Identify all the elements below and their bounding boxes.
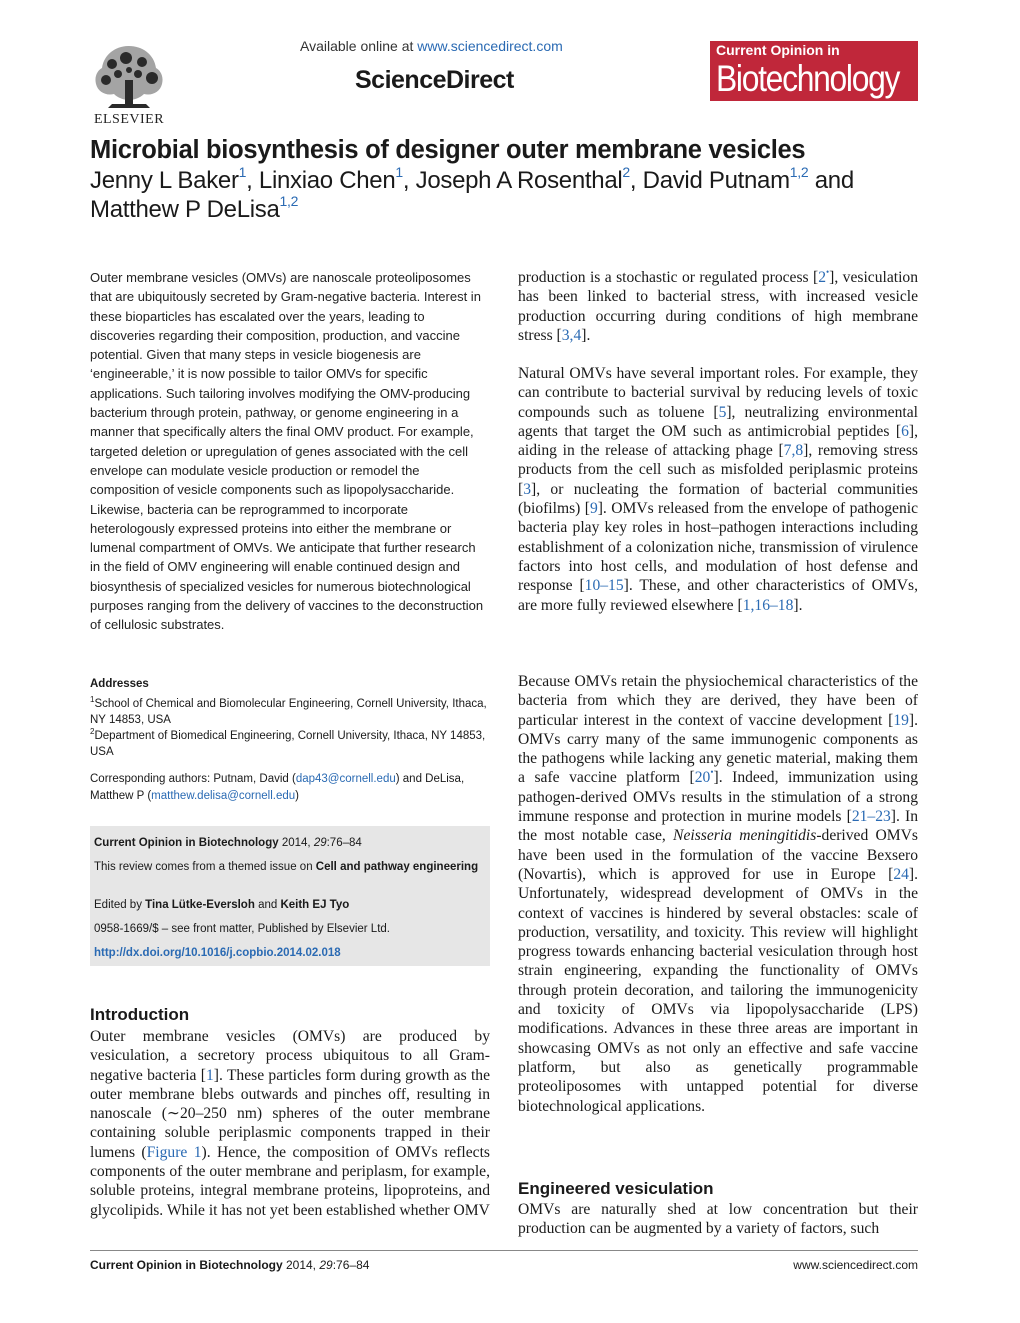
author-affiliation-marker: 1 — [395, 164, 403, 180]
footer-url[interactable]: www.sciencedirect.com — [793, 1258, 918, 1272]
info-edited-prefix: Edited by — [94, 899, 146, 911]
address-1-text: School of Chemical and Biomolecular Engineering, Cornell University, Ithaca, NY 14853, USA — [90, 697, 487, 726]
ref-20-number: 20 — [694, 769, 711, 787]
sciencedirect-url-link[interactable]: www.sciencedirect.com — [417, 38, 563, 54]
available-online — [300, 38, 563, 54]
author-name: Matthew P DeLisa — [90, 196, 280, 223]
ref-link-6[interactable]: 6 — [901, 422, 909, 440]
info-citation — [94, 835, 484, 851]
journal-banner-line1: Current Opinion in — [716, 42, 840, 58]
ref-link-3[interactable]: 3 — [523, 480, 531, 498]
info-issn: 0958-1669/$ – see front matter, Published by Elsevier Ltd. — [94, 923, 390, 935]
engineered-vesiculation-heading: Engineered vesiculation — [518, 1179, 714, 1198]
corresponding-authors — [90, 771, 490, 805]
ref-link-7-8[interactable]: 7,8 — [783, 442, 804, 460]
r1-text-a: production is a stochastic or regulated process [ — [518, 269, 819, 286]
ref-link-9[interactable]: 9 — [589, 500, 598, 518]
corr-middle: ) and DeLisa, Matthew P ( — [90, 773, 465, 802]
right-paragraph-1 — [518, 268, 918, 345]
footer-pages: :76–84 — [332, 1258, 370, 1272]
address-1 — [90, 692, 490, 728]
abstract: Outer membrane vesicles (OMVs) are nanoscale proteoliposomes that are ubiquitously secreted by Gram-negative bacteria. Interest in these bioparticles has escalated over the years, leading to discoveries regarding their composition, production, and vaccine potential. Given that many steps in vesicle biogenesis are ‘engineerable,’ it is now possible to tailor OMVs for specific applications. Such tailoring involves modifying the OMV-producing bacterium through protein, pathway, or genome engineering in a manner that specifically alters the final OMV product. For example, targeted deletion or upregulation of genes associated with the cell envelope can modulate vesicle production or remodel the composition of vesicle components such as lipopolysaccharide. Likewise, bacteria can be reprogrammed to incorporate heterologously expressed proteins into either the membrane or lumenal compartment of OMVs. We anticipate that further research in the field of OMV engineering will enable continued design and biosynthesis of specialized vesicles for numerous biotechnological purposes ranging from the delivery of vaccines to the deconstruction of cellulosic substrates. — [90, 270, 484, 633]
sciencedirect-logo: ScienceDirect — [355, 66, 514, 94]
info-theme-name: Cell and pathway engineering — [315, 861, 479, 873]
journal-banner — [710, 41, 918, 101]
species-name: Neisseria meningitidis — [673, 827, 817, 845]
info-volume: 29 — [313, 837, 327, 849]
ref-link-19[interactable]: 19 — [893, 711, 909, 729]
r2-text-h: ]. — [793, 596, 803, 614]
ref-link-3-4[interactable]: 3,4 — [561, 326, 582, 344]
r3-text-a: Because OMVs retain the physiochemical characteristics of the bacteria from which they are derived, they have been of particular interest in the context of vaccine development [ — [518, 673, 918, 729]
r2-text-e: ], or nucleating the formation of bacterial communities (biofilms) [ — [518, 480, 918, 518]
intro-text-b: ]. These particles form during growth as the outer membrane blebs outwards and pinches off, resulting in nanoscale (∼20–250 nm) spheres of the outer membrane containing soluble periplasmic components trapped in their lumens ( — [90, 1066, 490, 1161]
r1-text-b: ], vesiculation has been linked to bacterial stress, with increased vesicle production occurring during conditions of high membrane stress [ — [518, 269, 919, 344]
delisa-email-link[interactable]: matthew.delisa@cornell.edu — [151, 790, 296, 802]
author-name: Jenny L Baker — [90, 167, 239, 194]
corr-prefix: Corresponding authors: Putnam, David ( — [90, 773, 296, 785]
author-name: David Putnam — [642, 167, 790, 194]
info-editors — [94, 897, 484, 913]
putnam-email-link[interactable]: dap43@cornell.edu — [295, 773, 396, 785]
doi-link[interactable]: http://dx.doi.org/10.1016/j.copbio.2014.02.018 — [94, 947, 341, 959]
info-theme-prefix: This review comes from a themed issue on — [94, 861, 316, 873]
footer-year: 2014, — [282, 1258, 320, 1272]
author-affiliation-marker: 1,2 — [279, 193, 299, 209]
author-separator: , — [629, 167, 643, 194]
ref-link-24[interactable]: 24 — [893, 865, 909, 883]
intro-text-a: Outer membrane vesicles (OMVs) are produced by vesiculation, a secretory process ubiquitous to all Gram-negative bacteria [ — [90, 1028, 490, 1084]
footer-divider — [90, 1250, 918, 1251]
author-separator: , — [246, 167, 259, 194]
r2-text-g: ]. These, and other characteristics of OMVs, are more fully reviewed elsewhere [ — [518, 577, 918, 614]
introduction-heading: Introduction — [90, 1005, 190, 1024]
footer-volume: 29 — [319, 1258, 333, 1272]
author-separator: and — [808, 167, 854, 194]
footer-journal: Current Opinion in Biotechnology — [90, 1258, 283, 1272]
article-title: Microbial biosynthesis of designer outer membrane vesicles — [90, 136, 806, 164]
right-paragraph-2 — [518, 364, 918, 615]
ref-link-20[interactable] — [695, 769, 714, 786]
info-theme — [94, 859, 484, 875]
author-list — [90, 166, 930, 224]
addresses-heading: Addresses — [90, 678, 149, 690]
info-journal: Current Opinion in Biotechnology — [94, 837, 279, 849]
article-info-box — [90, 826, 490, 966]
footer-citation — [90, 1258, 369, 1272]
info-editor-2: Keith EJ Tyo — [280, 899, 350, 911]
address-2 — [90, 724, 490, 760]
author-affiliation-marker: 2 — [622, 164, 630, 180]
info-editor-1: Tina Lütke-Eversloh — [145, 899, 255, 911]
address-2-marker: 2 — [90, 727, 95, 736]
ref-link-5[interactable]: 5 — [718, 403, 727, 421]
introduction-paragraph — [90, 1027, 490, 1220]
info-pages: :76–84 — [326, 837, 362, 849]
ref-link-1-16-18[interactable]: 1,16–18 — [742, 596, 794, 614]
ref-link-10-15[interactable]: 10–15 — [584, 577, 624, 595]
r2-text-c: ], aiding in the release of attacking phage [ — [518, 422, 918, 460]
ref-link-2[interactable] — [818, 269, 829, 286]
ref-2-number: 2 — [818, 269, 826, 286]
author-name: Joseph A Rosenthal — [415, 167, 623, 194]
r2-text-a: Natural OMVs have several important roles. For example, they can contribute to bacterial survival by reducing levels of toxic compounds such as toluene [ — [518, 365, 918, 421]
r3-text-b: ]. OMVs carry many of the same immunogenic components as the pathogens while lacking any genetic material, making them a safe vaccine platform [ — [518, 711, 918, 787]
engineered-vesiculation-paragraph: OMVs are naturally shed at low concentration but their production can be augmented by a variety of factors, such — [518, 1201, 918, 1238]
address-2-text: Department of Biomedical Engineering, Cornell University, Ithaca, NY 14853, USA — [90, 729, 486, 758]
address-1-marker: 1 — [90, 695, 95, 704]
r2-text-b: ], neutralizing environmental agents that target the OM such as antimicrobial peptides [ — [518, 403, 918, 440]
author-affiliation-marker: 1,2 — [789, 164, 809, 180]
r3-text-c: ]. Indeed, immunization using pathogen-derived OMVs results in the stimulation of a strong immune response and protection in murine models [ — [518, 769, 918, 826]
right-paragraph-3 — [518, 672, 918, 1116]
info-year: 2014, — [278, 837, 314, 849]
corr-suffix: ) — [295, 790, 300, 802]
author-name: Linxiao Chen — [258, 167, 396, 194]
author-affiliation-marker: 1 — [238, 164, 247, 180]
ref-link-1[interactable]: 1 — [205, 1066, 214, 1084]
r3-text-d: ]. In the most notable case, — [518, 808, 919, 845]
r2-text-d: ], removing stress products from the cell such as misfolded periplasmic proteins [ — [518, 442, 918, 498]
r3-text-e: -derived OMVs have been used in the formulation of the vaccine Bexsero (Novartis), which is approved for use in Europe [ — [518, 827, 918, 883]
figure-1-link[interactable]: Figure 1 — [146, 1143, 202, 1161]
r2-text-f: ]. OMVs released from the envelope of pathogenic bacteria play key roles in host–pathogen interactions including establishment of a colonization niche, transmission of virulence factors into host cells, and modulation of host defense and response [ — [518, 500, 918, 595]
info-edited-and: and — [254, 899, 281, 911]
journal-banner-line2: Biotechnology — [716, 58, 900, 99]
ref-2-star: • — [826, 267, 830, 277]
available-prefix: Available online at — [300, 38, 418, 54]
author-separator: , — [402, 167, 416, 194]
r3-text-f: ]. Unfortunately, widespread development of OMVs in the context of vaccines is hindered by several obstacles: scale of production, versatility, and toxicity. This review will highlight progress towards enhancing bacterial vesiculation through host strain engineering, expanding the functionality of OMVs through protein decoration, and tailoring the immunogenicity and toxicity of OMVs via lipopolysaccharide (LPS) modifications. Advances in these three areas are important in showcasing OMVs as not only an effective and safe vaccine platform, but also as genetically programmable proteoliposomes with untapped potential for diverse biotechnological applications. — [518, 865, 918, 1115]
publisher-name: ELSEVIER — [93, 112, 165, 127]
intro-text-c: ). Hence, the composition of OMVs reflects components of the outer membrane and periplasm, for example, soluble proteins, integral membrane proteins, lipoproteins, and glycolipids. While it has not yet been established whether OMV — [90, 1143, 490, 1219]
ref-20-star: • — [710, 767, 714, 778]
ref-link-21-23[interactable]: 21–23 — [851, 808, 891, 826]
r1-text-c: ]. — [581, 326, 591, 344]
